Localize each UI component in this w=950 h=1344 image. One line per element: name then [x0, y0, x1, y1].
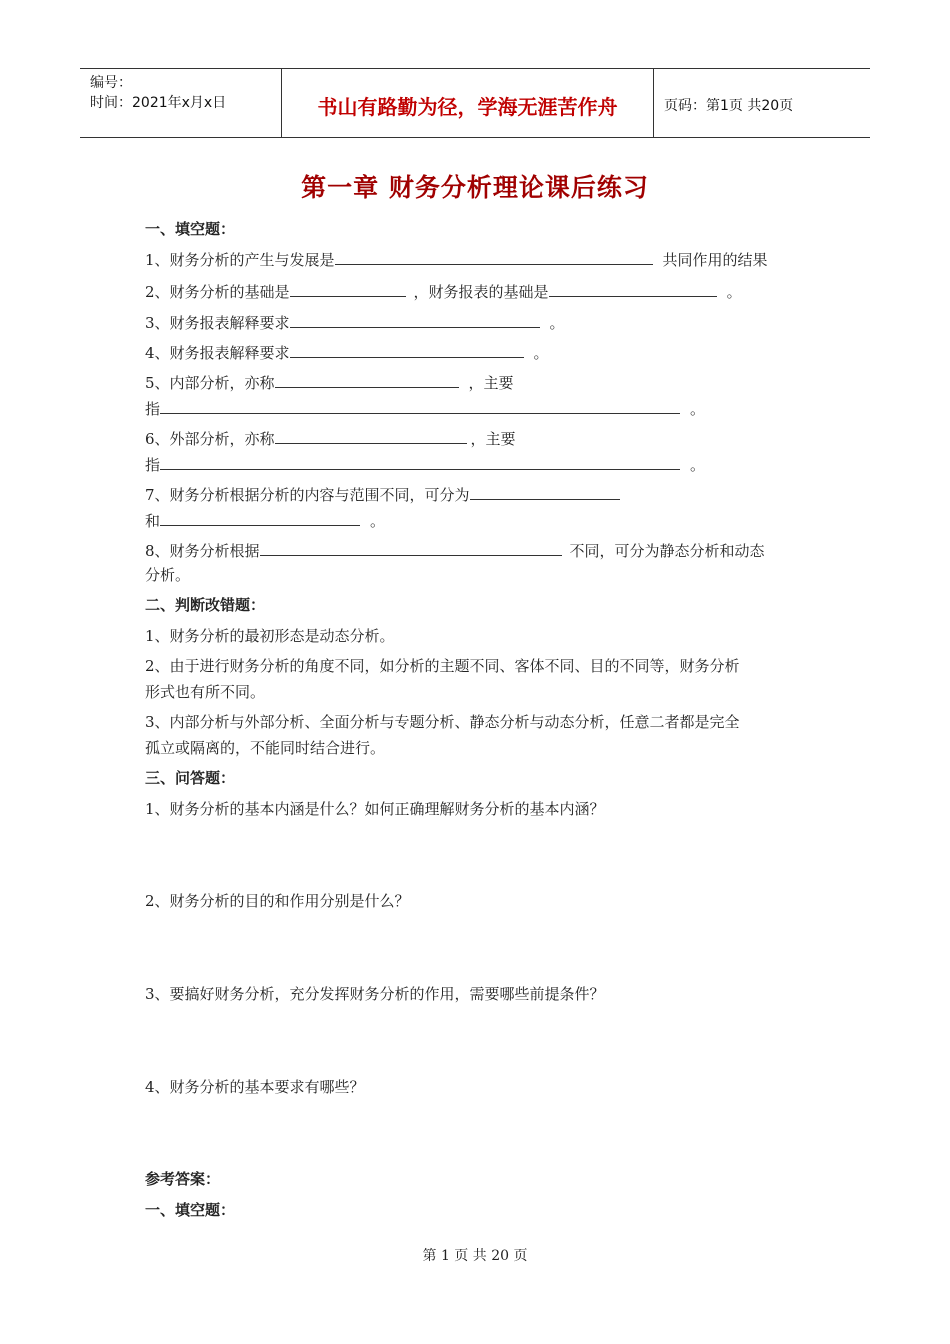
fill-q5-text: 5、内部分析，亦称: [145, 374, 275, 392]
fill-q7-he: 和: [145, 512, 161, 530]
fill-q2-end: 。: [726, 283, 742, 301]
fill-question-5: [145, 369, 514, 396]
fill-q7-blank-2: [160, 507, 360, 526]
fill-q3-blank: [290, 309, 540, 328]
fill-q6-mid: ，主要: [470, 430, 516, 448]
fill-q4-blank: [290, 339, 524, 358]
section-judge-heading: 二、判断改错题：: [145, 596, 266, 614]
fill-question-2: [145, 278, 742, 305]
fill-q3-text: 3、财务报表解释要求: [145, 314, 290, 332]
fill-q5-zhi: 指: [145, 400, 161, 418]
fill-q6-blank-1: [275, 425, 467, 444]
judge-question-3: 3、内部分析与外部分析、全面分析与专题分析、静态分析与动态分析，任意二者都是完全: [145, 713, 740, 731]
fill-question-7-cont: [145, 507, 385, 534]
judge-question-2-cont: 形式也有所不同。: [145, 683, 266, 701]
fill-q3-end: 。: [549, 314, 565, 332]
fill-q6-end: 。: [690, 456, 706, 474]
fill-q1-end: 共同作用的结果: [662, 251, 768, 269]
fill-q6-blank-2: [160, 451, 680, 470]
fill-question-4: [145, 339, 549, 366]
section-fill-heading: 一、填空题：: [145, 220, 236, 238]
judge-question-1: 1、财务分析的最初形态是动态分析。: [145, 627, 395, 645]
header-page-info: 页码：第1页 共20页: [664, 98, 794, 114]
fill-q2-blank-2: [549, 278, 717, 297]
fill-q2-blank-1: [290, 278, 406, 297]
fill-q8-mid: 不同，可分为静态分析和动态: [569, 542, 765, 560]
fill-q7-end: 。: [370, 512, 386, 530]
fill-q5-blank-1: [275, 369, 459, 388]
qa-question-3: 3、要搞好财务分析，充分发挥财务分析的作用，需要哪些前提条件？: [145, 985, 605, 1003]
fill-question-7: [145, 481, 620, 508]
qa-question-2: 2、财务分析的目的和作用分别是什么？: [145, 892, 410, 910]
fill-q7-blank-1: [470, 481, 620, 500]
fill-q5-end: 。: [690, 400, 706, 418]
fill-question-1: [145, 246, 768, 273]
answers-fill-heading: 一、填空题：: [145, 1201, 236, 1219]
header-code-label: 编号：: [90, 75, 132, 91]
fill-q1-blank: [335, 246, 653, 265]
header-date-label: 时间：2021年x月x日: [90, 95, 227, 111]
fill-question-5-cont: [145, 395, 705, 422]
fill-q4-end: 。: [533, 344, 549, 362]
page-title: 第一章 财务分析理论课后练习: [301, 173, 649, 202]
fill-q5-blank-2: [160, 395, 680, 414]
fill-q2-mid: ，财务报表的基础是: [413, 283, 549, 301]
fill-q6-zhi: 指: [145, 456, 161, 474]
page-header: [80, 68, 870, 138]
fill-question-6-cont: [145, 451, 705, 478]
fill-q7-text: 7、财务分析根据分析的内容与范围不同，可分为: [145, 486, 470, 504]
fill-q8-text: 8、财务分析根据: [145, 542, 260, 560]
fill-question-3: [145, 309, 565, 336]
fill-q5-mid: ，主要: [468, 374, 514, 392]
header-motto: 书山有路勤为径，学海无涯苦作舟: [282, 69, 654, 137]
qa-question-1: 1、财务分析的基本内涵是什么？如何正确理解财务分析的基本内涵？: [145, 800, 605, 818]
fill-q8-blank: [260, 537, 562, 556]
fill-question-6: [145, 425, 516, 452]
fill-question-8: [145, 537, 765, 564]
fill-q4-text: 4、财务报表解释要求: [145, 344, 290, 362]
fill-q1-text: 1、财务分析的产生与发展是: [145, 251, 335, 269]
answers-heading: 参考答案：: [145, 1170, 221, 1188]
fill-question-8-cont: 分析。: [145, 566, 191, 584]
page-footer: 第 1 页 共 20 页: [422, 1248, 528, 1264]
qa-question-4: 4、财务分析的基本要求有哪些？: [145, 1078, 365, 1096]
header-meta: [80, 69, 282, 137]
judge-question-3-cont: 孤立或隔离的，不能同时结合进行。: [145, 739, 386, 757]
fill-q2-text: 2、财务分析的基础是: [145, 283, 290, 301]
fill-q6-text: 6、外部分析，亦称: [145, 430, 275, 448]
section-qa-heading: 三、问答题：: [145, 769, 236, 787]
judge-question-2: 2、由于进行财务分析的角度不同，如分析的主题不同、客体不同、目的不同等，财务分析: [145, 657, 740, 675]
